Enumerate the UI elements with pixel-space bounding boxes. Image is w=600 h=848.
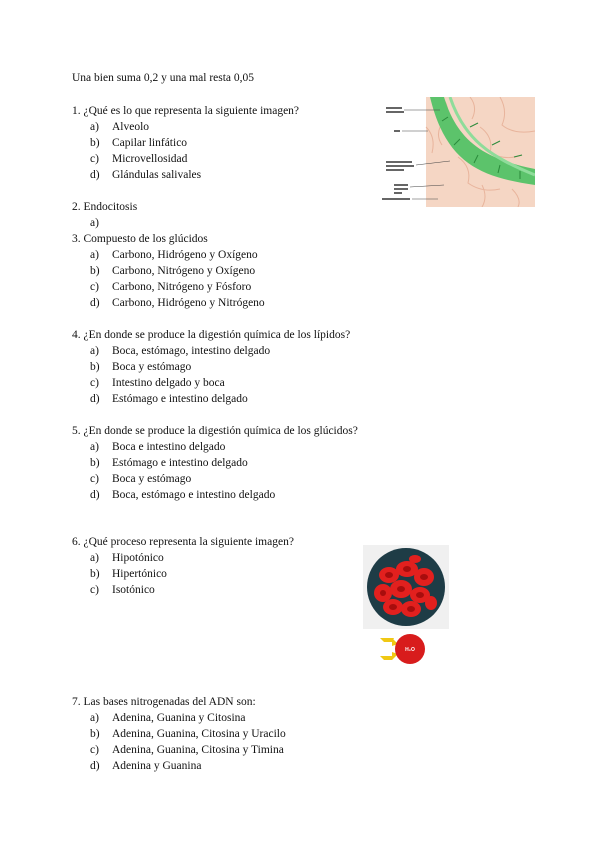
q2-option-a: a) — [90, 217, 99, 229]
intro-text: Una bien suma 0,2 y una mal resta 0,05 — [72, 72, 255, 84]
q6-option-c: c) Isotónico — [90, 584, 155, 596]
q5-option-c: c) Boca y estómago — [90, 473, 192, 485]
q3-option-a: a) Carbono, Hidrógeno y Oxígeno — [90, 249, 258, 261]
capillary-tissue-image — [382, 97, 535, 207]
question-2-title: 2. Endocitosis — [72, 201, 138, 213]
molecule-label: H₂O — [405, 647, 415, 653]
q4-option-b: b) Boca y estómago — [90, 361, 192, 373]
question-7-title: 7. Las bases nitrogenadas del ADN son: — [72, 696, 256, 708]
q4-option-a: a) Boca, estómago, intestino delgado — [90, 345, 271, 357]
q1-option-b: b) Capilar linfático — [90, 137, 188, 149]
q5-option-d: d) Boca, estómago e intestino delgado — [90, 489, 276, 501]
red-blood-cells-image — [363, 545, 449, 629]
q4-option-c: c) Intestino delgado y boca — [90, 377, 225, 389]
q3-option-b: b) Carbono, Nitrógeno y Oxígeno — [90, 265, 256, 277]
label-text-lines — [382, 107, 414, 200]
q7-option-a: a) Adenina, Guanina y Citosina — [90, 712, 246, 724]
q6-option-b: b) Hipertónico — [90, 568, 167, 580]
question-3-title: 3. Compuesto de los glúcidos — [72, 233, 208, 245]
water-molecule-icon — [378, 632, 426, 666]
question-6-title: 6. ¿Qué proceso representa la siguiente imagen? — [72, 536, 294, 548]
q1-option-a: a) Alveolo — [90, 121, 150, 133]
q7-option-c: c) Adenina, Guanina, Citosina y Timina — [90, 744, 284, 756]
q3-option-d: d) Carbono, Hidrógeno y Nitrógeno — [90, 297, 265, 309]
q5-option-a: a) Boca e intestino delgado — [90, 441, 226, 453]
q4-option-d: d) Estómago e intestino delgado — [90, 393, 248, 405]
q3-option-c: c) Carbono, Nitrógeno y Fósforo — [90, 281, 252, 293]
q7-option-d: d) Adenina y Guanina — [90, 760, 202, 772]
q6-option-a: a) Hipotónico — [90, 552, 164, 564]
q1-option-d: d) Glándulas salivales — [90, 169, 202, 181]
q1-option-c: c) Microvellosidad — [90, 153, 188, 165]
question-4-title: 4. ¿En donde se produce la digestión química de los lípidos? — [72, 329, 351, 341]
question-1-title: 1. ¿Qué es lo que representa la siguiente imagen? — [72, 105, 300, 117]
question-5-title: 5. ¿En donde se produce la digestión química de los glúcidos? — [72, 425, 358, 437]
q5-option-b: b) Estómago e intestino delgado — [90, 457, 248, 469]
q7-option-b: b) Adenina, Guanina, Citosina y Uracilo — [90, 728, 286, 740]
